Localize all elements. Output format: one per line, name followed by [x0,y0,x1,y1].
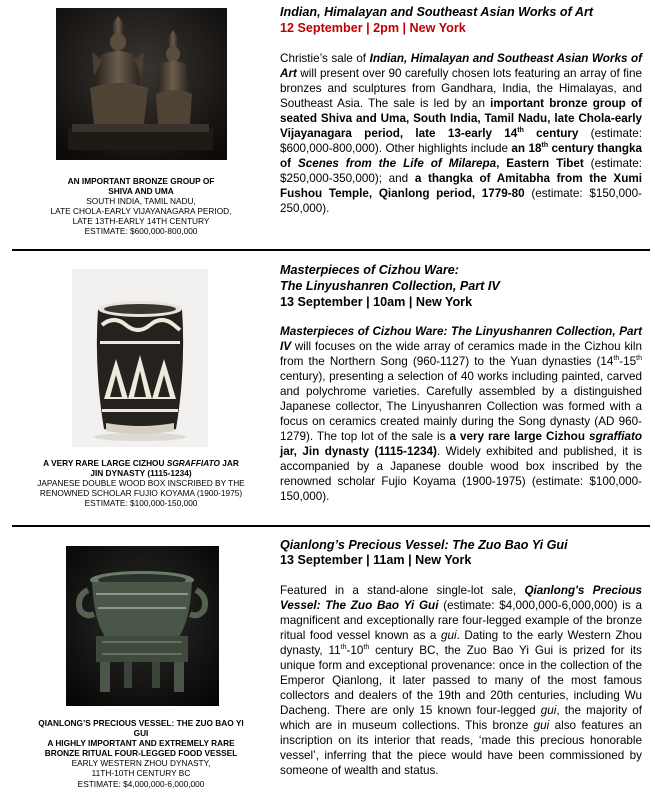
description-run: century thangka of [280,142,642,170]
description-run: century BC, the Zuo Bao Yi Gui is prized for its unique form and exceptional provenance: once in the collection of the Emperor Qianlong, it later passed to many of the most famous collectors and dealers of the 19th and 20th centuries, including Wu Dacheng. There are only 15 known four-legged [280,644,642,717]
sale-date-location: 12 September | 2pm | New York [280,21,466,35]
sale-description [280,324,642,504]
section-divider [12,525,650,527]
description-run: also features an inscription on its interior that reads, ‘made this precious honorable vessel’, inferring that the piece would have been commissioned by someone of wealth and status. [280,719,642,777]
description-run: (estimate: $150,000-250,000). [280,187,642,215]
description-run: th [613,355,620,363]
sale-date-location: 13 September | 11am | New York [280,553,472,567]
sale-date-location: 13 September | 10am | New York [280,295,473,309]
description-run: century [523,127,579,140]
caption-line: 11TH-10TH CENTURY BC [91,768,191,779]
lot-caption-3 [12,718,270,789]
lot-caption-2 [12,458,270,508]
description-run: th [636,355,642,363]
description-run: (estimate: $250,000-350,000); and [280,157,642,185]
description-run: important bronze group of seated Shiva and Uma, South India, Tamil Nadu, late Chola-early Vijayanagara period, late 13-early 14 [280,97,643,140]
description-run: Featured in a stand-alone single-lot sale, [280,584,525,597]
description-run: Christie’s sale of [280,52,370,65]
caption-line: JAPANESE DOUBLE WOOD BOX INSCRIBED BY THE [37,478,245,489]
sale-title: Qianlong’s Precious Vessel: The Zuo Bao Yi Gui [280,538,568,552]
caption-line: A VERY RARE LARGE CIZHOU SGRAFFIATO JAR [43,458,239,468]
description-run: jar, Jin dynasty (1115-1234) [280,445,437,458]
description-run: a thangka of Amitabha from the Xumi Fushou Temple, Qianlong period, 1779-80 [280,172,642,200]
description-run: th [363,644,370,652]
description-run: Qianlong's Precious Vessel: The Zuo Bao Yi Gui [280,584,642,612]
description-run: , the majority of which are in museum collections. This bronze [280,704,643,732]
caption-line: QIANLONG’S PRECIOUS VESSEL: THE ZUO BAO YI [38,718,244,728]
description-run: an 18 [511,142,542,155]
description-run: will present over 90 carefully chosen lots featuring an array of fine bronzes and sculptures from Gandhara, India, the Himalayas, and Southeast Asia. The sale is led by an [280,67,642,110]
description-run: . Dating to the early Western Zhou dynasty, 11 [280,629,642,657]
sale-title: Indian, Himalayan and Southeast Asian Works of Art [280,5,594,19]
description-run: th [517,127,524,135]
description-run: Masterpieces of Cizhou Ware: The Linyushanren Collection, Part IV [280,325,642,353]
description-run: -15 [619,355,637,368]
description-run: gui [440,629,457,642]
description-run: Indian, Himalayan and Southeast Asian Works of Art [280,52,642,80]
caption-line: LATE CHOLA-EARLY VIJAYANAGARA PERIOD, [50,206,232,217]
caption-line: RENOWNED SCHOLAR FUJIO KOYAMA (1900-1975) [39,488,243,499]
caption-line: GUI [133,728,149,739]
lot-caption-1 [12,176,270,237]
bronze-gui-vessel-image [66,546,219,706]
caption-line: SHIVA AND UMA [108,186,174,197]
shiva-uma-bronze-image [56,8,227,160]
caption-line: EARLY WESTERN ZHOU DYNASTY, [71,758,211,769]
description-run: th [541,142,549,150]
description-run: a very rare large Cizhou [449,430,589,443]
description-run: Scenes from the Life of Milarepa [297,157,497,170]
description-run: sgraffiato [588,430,643,443]
sale-description [280,51,642,216]
description-run: . Widely exhibited and published, it is accompanied by a Japanese double wood box inscribed by the renowned scholar Fujio Koyama (1900-1975) (estimate: $100,000-150,000). [280,445,642,503]
caption-line: LATE 13TH-EARLY 14TH CENTURY [72,216,210,227]
section-divider [12,249,650,251]
caption-line: ESTIMATE: $600,000-800,000 [84,226,198,237]
caption-line: JIN DYNASTY (1115-1234) [90,468,192,479]
description-run: th [340,644,347,652]
caption-line: AN IMPORTANT BRONZE GROUP OF [67,176,215,186]
description-run: gui [533,719,550,732]
caption-line: SOUTH INDIA, TAMIL NADU, [86,196,196,207]
caption-line: A HIGHLY IMPORTANT AND EXTREMELY RARE [47,738,235,749]
caption-line: ESTIMATE: $4,000,000-6,000,000 [77,778,205,789]
sale-title: Masterpieces of Cizhou Ware: [280,263,459,277]
description-run: (estimate: $600,000-800,000). Other highlights include [280,127,642,155]
description-run: gui [540,704,557,717]
caption-line: BRONZE RITUAL FOUR-LEGGED FOOD VESSEL [44,748,238,759]
description-run: (estimate: $4,000,000-6,000,000) is a magnificent and exceptionally rare four-legged example of the bronze ritual food vessel known as a [280,599,643,642]
cizhou-jar-image [72,269,208,447]
description-run: will focuses on the wide array of ceramics made in the Cizhou kiln from the Northern Song (960-1127) to the Yuan dynasties (14 [280,340,642,368]
sale-title-line-2: The Linyushanren Collection, Part IV [280,279,500,293]
description-run: century), presenting a selection of 40 works including painted, carved and polychrome varieties. Carefully assembled by a distinguished Japanese collector, The Linyushanren Collection was formed with a focus on ceramics created mainly during the Song dynasty (AD 960-1279). The top lot of the sale is [280,370,642,443]
description-run: -10 [346,644,364,657]
sale-description [280,583,642,778]
description-run: , Eastern Tibet [496,157,584,170]
caption-line: ESTIMATE: $100,000-150,000 [84,498,198,509]
